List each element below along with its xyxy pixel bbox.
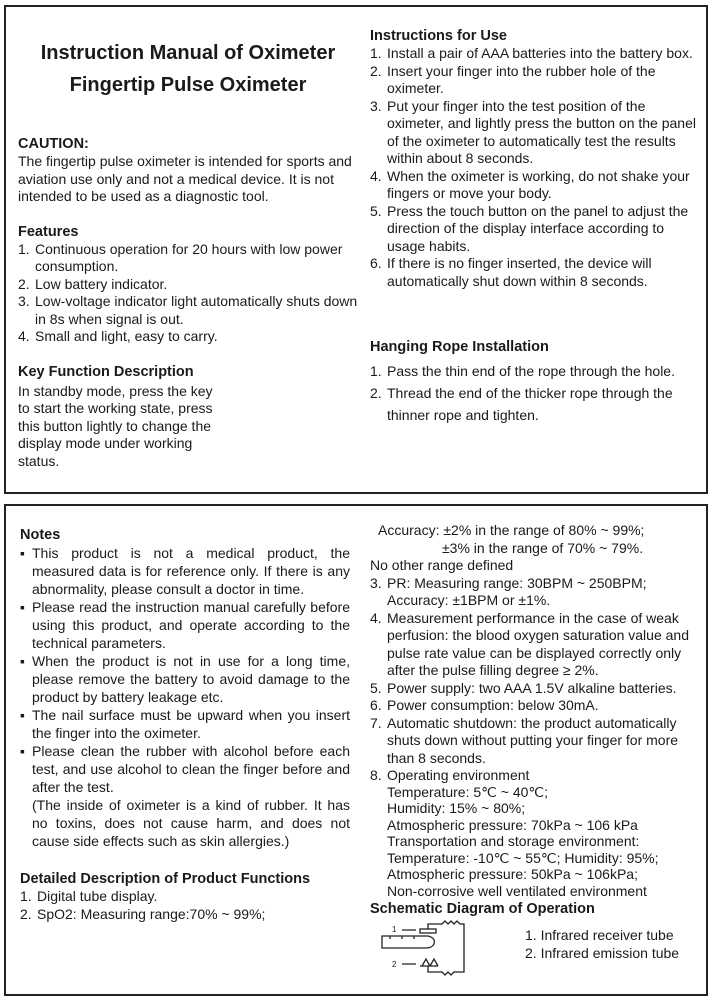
legend-emission: 2. Infrared emission tube — [525, 944, 680, 961]
instruction-item: 1. Install a pair of AAA batteries into the battery box. — [370, 45, 693, 61]
feature-item: 3. Low-voltage indicator light automatically shuts down in 8s when signal is out. — [18, 293, 358, 327]
manual-subtitle: Fingertip Pulse Oximeter — [69, 74, 307, 96]
note-item: ▪ This product is not a medical product, the measured data is for reference only. If there is any abnormality, please consult a doctor in time. — [20, 545, 350, 597]
specs-list — [370, 575, 706, 900]
spec-item: 7. Automatic shutdown: the product automatically shuts down without putting your finger for more than 8 seconds. — [370, 714, 679, 766]
key-function-section — [18, 363, 228, 471]
bottom-right-column — [370, 522, 706, 978]
instruction-item: 3. Put your finger into the test position of the oximeter, and lightly press the button on the panel of the oximeter to automatically test the results within about 8 seconds. — [370, 97, 696, 166]
notes-heading: Notes — [20, 527, 61, 543]
rope-section — [370, 338, 705, 426]
features-heading: Features — [18, 223, 79, 240]
diagram-label-2: 2 — [392, 960, 397, 969]
key-function-heading: Key Function Description — [18, 363, 194, 380]
feature-item: 1. Continuous operation for 20 hours with low power consumption. — [18, 240, 343, 274]
spo2-accuracy-line2: ±3% in the range of 70% ~ 79%. — [442, 539, 644, 556]
function-item: 1. Digital tube display. — [20, 888, 158, 904]
caution-section — [18, 135, 358, 206]
feature-item: 2. Low battery indicator. — [18, 275, 168, 292]
caution-heading: CAUTION: — [18, 136, 89, 152]
bottom-left-column — [20, 526, 350, 923]
rope-heading: Hanging Rope Installation — [370, 339, 549, 355]
instruction-item: 5. Press the touch button on the panel to adjust the direction of the display interface according to usage habits. — [370, 202, 689, 254]
instruction-item: 2. Insert your finger into the rubber hole of the oximeter. — [370, 62, 656, 96]
instructions-list — [370, 45, 705, 290]
note-parenthetical: (The inside of oximeter is a kind of rubber. It has no toxins, does not cause harm, and does not cause side effects such as skin allergies.) — [32, 797, 350, 849]
bottom-panel — [4, 504, 708, 996]
spec-item-environment: 8. Operating environment Temperature: 5℃ ~ 40℃; Humidity: 15% ~ 80%; Atmospheric pressure: 70kPa ~ 106 kPa Transportation and storage environment: Temperature: -10℃ ~ 55℃; Humidity: 95%; Atmospheric pressure: 50kPa ~ 106kPa; Non-corrosive well ventilated environment — [370, 767, 659, 899]
instructions-heading: Instructions for Use — [370, 28, 507, 44]
top-left-column — [18, 37, 358, 470]
functions-section — [20, 870, 350, 923]
manual-title: Instruction Manual of Oximeter — [40, 42, 336, 64]
rope-item: 1. Pass the thin end of the rope through the hole. — [370, 363, 675, 379]
schematic-area — [370, 918, 706, 978]
schematic-heading: Schematic Diagram of Operation — [370, 901, 595, 917]
spo2-accuracy-line1: Accuracy: ±2% in the range of 80% ~ 99%; — [378, 522, 645, 538]
note-item: ▪ Please clean the rubber with alcohol before each test, and use alcohol to clean the finger before and after the test. — [20, 743, 350, 795]
notes-list — [20, 544, 350, 796]
finger-sensor-diagram — [380, 920, 470, 976]
functions-list — [20, 888, 350, 923]
rope-item: 2. Thread the end of the thicker rope through the thinner rope and tighten. — [370, 385, 673, 423]
instruction-item: 6. If there is no finger inserted, the device will automatically shut down within 8 seconds. — [370, 255, 652, 289]
spec-item: 3. PR: Measuring range: 30BPM ~ 250BPM; Accuracy: ±1BPM or ±1%. — [370, 574, 647, 608]
top-panel — [4, 5, 708, 494]
features-list — [18, 241, 358, 346]
no-other-range: No other range defined — [370, 557, 514, 573]
legend-receiver: 1. Infrared receiver tube — [525, 927, 674, 943]
note-item: ▪ When the product is not in use for a long time, please remove the battery to avoid damage to the product by battery leakage etc. — [20, 653, 350, 705]
spec-item: 5. Power supply: two AAA 1.5V alkaline batteries. — [370, 679, 677, 696]
spec-item: 4. Measurement performance in the case of weak perfusion: the blood oxygen saturation value and pulse rate value can be displayed correctly only after the pulse filling degree ≥ 2%. — [370, 609, 689, 678]
features-section — [18, 223, 358, 346]
instruction-item: 4. When the oximeter is working, do not shake your fingers or move your body. — [370, 167, 690, 201]
feature-item: 4. Small and light, easy to carry. — [18, 328, 218, 344]
spec-item: 6. Power consumption: below 30mA. — [370, 697, 599, 713]
note-item: ▪ The nail surface must be upward when you insert the finger into the oximeter. — [20, 707, 350, 741]
diagram-label-1: 1 — [392, 925, 397, 934]
rope-list — [370, 360, 705, 426]
caution-text: The fingertip pulse oximeter is intended for sports and aviation use only and not a medical device. It is not intended to be used as a diagnostic tool. — [18, 153, 352, 204]
function-item: 2. SpO2: Measuring range:70% ~ 99%; — [20, 905, 266, 922]
key-function-text: In standby mode, press the key to start the working state, press this button lightly to change the display mode under working status. — [18, 382, 213, 469]
top-right-column — [370, 27, 705, 426]
functions-heading: Detailed Description of Product Functions — [20, 871, 311, 887]
note-item: ▪ Please read the instruction manual carefully before using this product, and operate according to the technical parameters. — [20, 599, 350, 651]
schematic-legend — [525, 927, 679, 962]
